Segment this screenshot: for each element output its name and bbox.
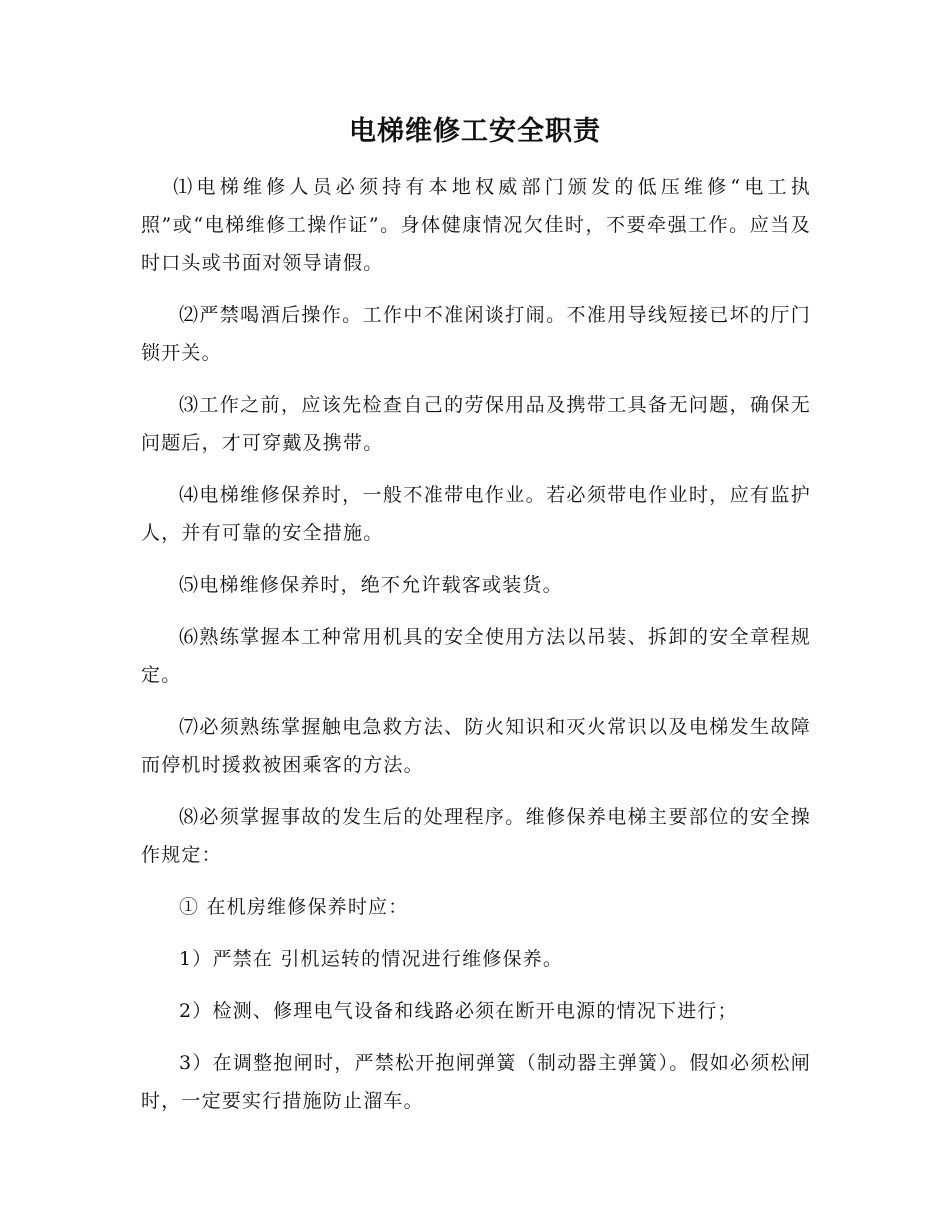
paragraph-1: ⑴电梯维修人员必须持有本地权威部门颁发的低压维修“电工执照”或“电梯维修工操作证”。身体健康情况欠佳时，不要牵强工作。应当及时口头或书面对领导请假。	[141, 176, 811, 274]
document-body	[141, 168, 811, 1134]
paragraph-2: ⑵严禁喝酒后操作。工作中不准闲谈打闹。不准用导线短接已坏的厅门锁开关。	[141, 304, 811, 364]
paragraph-4: ⑷电梯维修保养时，一般不准带电作业。若必须带电作业时，应有监护人，并有可靠的安全措施。	[141, 484, 811, 544]
paragraph-6: ⑹熟练掌握本工种常用机具的安全使用方法以吊装、拆卸的安全章程规定。	[141, 626, 811, 686]
paragraph-7: ⑺必须熟练掌握触电急救方法、防火知识和灭火常识以及电梯发生故障而停机时援救被困乘客的方法。	[141, 716, 811, 776]
paragraph-8: ⑻必须掌握事故的发生后的处理程序。维修保养电梯主要部位的安全操作规定：	[141, 806, 811, 866]
paragraph-11: 2）检测、修理电气设备和线路必须在断开电源的情况下进行；	[179, 1000, 738, 1022]
paragraph-3: ⑶工作之前，应该先检查自己的劳保用品及携带工具备无问题，确保无问题后，才可穿戴及携带。	[141, 394, 811, 454]
paragraph-12: 3）在调整抱闸时，严禁松开抱闸弹簧（制动器主弹簧）。假如必须松闸时，一定要实行措施防止溜车。	[141, 1052, 811, 1112]
document-title: 电梯维修工安全职责	[349, 116, 601, 147]
paragraph-5: ⑸电梯维修保养时，绝不允许载客或装货。	[179, 574, 563, 596]
paragraph-10: 1）严禁在 引机运转的情况进行维修保养。	[179, 948, 564, 970]
paragraph-9: ① 在机房维修保养时应：	[179, 896, 409, 918]
